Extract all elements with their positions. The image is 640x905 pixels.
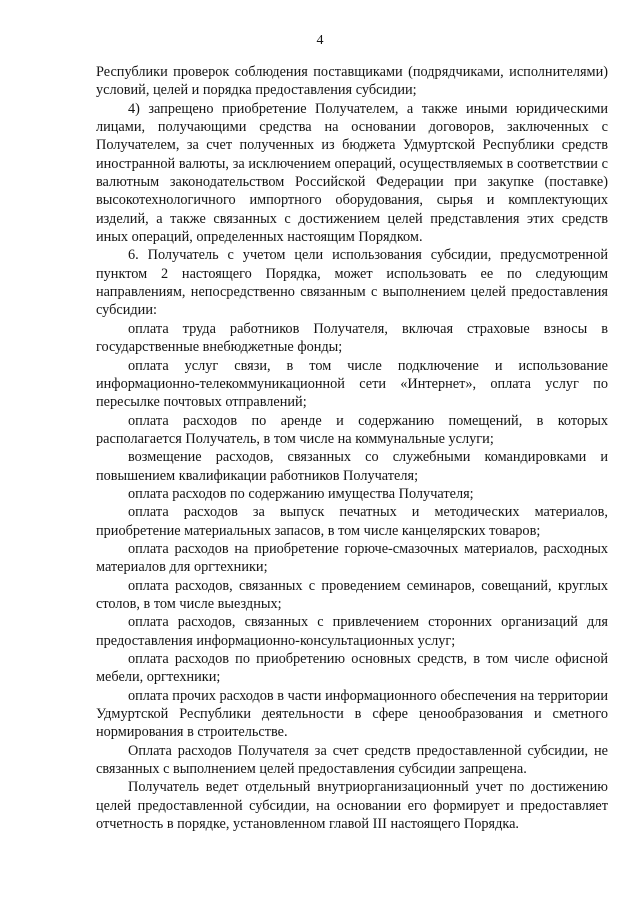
paragraph: оплата услуг связи, в том числе подключение и использование информационно-телекоммуникационной сети «Интернет», оплата услуг по пересылке почтовых отправлений; xyxy=(96,357,608,411)
paragraph: Республики проверок соблюдения поставщиками (подрядчиками, исполнителями) условий, целей и порядка предоставления субсидии; xyxy=(96,64,608,99)
paragraph: оплата расходов по содержанию имущества Получателя; xyxy=(128,485,474,502)
paragraph: Получатель ведет отдельный внутриорганизационный учет по достижению целей предоставленной субсидии, на основании его формирует и предоставляет отчетность в порядке, установленном главой III настоящего Порядка. xyxy=(96,779,608,833)
paragraph: возмещение расходов, связанных со служебными командировками и повышением квалификации работников Получателя; xyxy=(96,449,608,484)
paragraph: оплата расходов, связанных с проведением семинаров, совещаний, круглых столов, в том числе выездных; xyxy=(96,577,608,612)
paragraph: оплата прочих расходов в части информационного обеспечения на территории Удмуртской Республики деятельности в сфере ценообразования и сметного нормирования в строительстве. xyxy=(96,687,608,741)
page-number: 4 xyxy=(316,33,324,48)
paragraph: 4) запрещено приобретение Получателем, а также иными юридическими лицами, получающими средства на основании договоров, заключенных с Получателем, за счет полученных из бюджета Удмуртской Республики средств иностранной валюты, за исключением операций, осуществляемых в соответствии с валютным законодательством Российской Федерации при закупке (поставке) высокотехнологичного импортного оборудования, сырья и комплектующих изделий, а также связанных с достижением целей представления этих средств иных операций, определенных настоящим Порядком. xyxy=(96,100,608,246)
paragraph: оплата расходов по приобретению основных средств, в том числе офисной мебели, оргтехники; xyxy=(96,651,608,686)
paragraph: оплата расходов за выпуск печатных и методических материалов, приобретение материальных запасов, в том числе канцелярских товаров; xyxy=(96,504,608,539)
paragraph: оплата труда работников Получателя, включая страховые взносы в государственные внебюджетные фонды; xyxy=(96,320,608,356)
paragraph: 6. Получатель с учетом цели использования субсидии, предусмотренной пунктом 2 настоящего Порядка, может использовать ее по следующим направлениям, непосредственно связанным с выполнением целей предоставления субсидии: xyxy=(96,247,608,319)
paragraph: оплата расходов по аренде и содержанию помещений, в которых располагается Получатель, в том числе на коммунальные услуги; xyxy=(96,412,608,447)
paragraph: оплата расходов, связанных с привлечением сторонних организаций для предоставления информационно-консультационных услуг; xyxy=(96,614,608,649)
paragraph: Оплата расходов Получателя за счет средств предоставленной субсидии, не связанных с выполнением целей предоставления субсидии запрещена. xyxy=(96,742,608,778)
paragraph: оплата расходов на приобретение горюче-смазочных материалов, расходных материалов для оргтехники; xyxy=(96,540,608,576)
document-body xyxy=(96,63,608,833)
